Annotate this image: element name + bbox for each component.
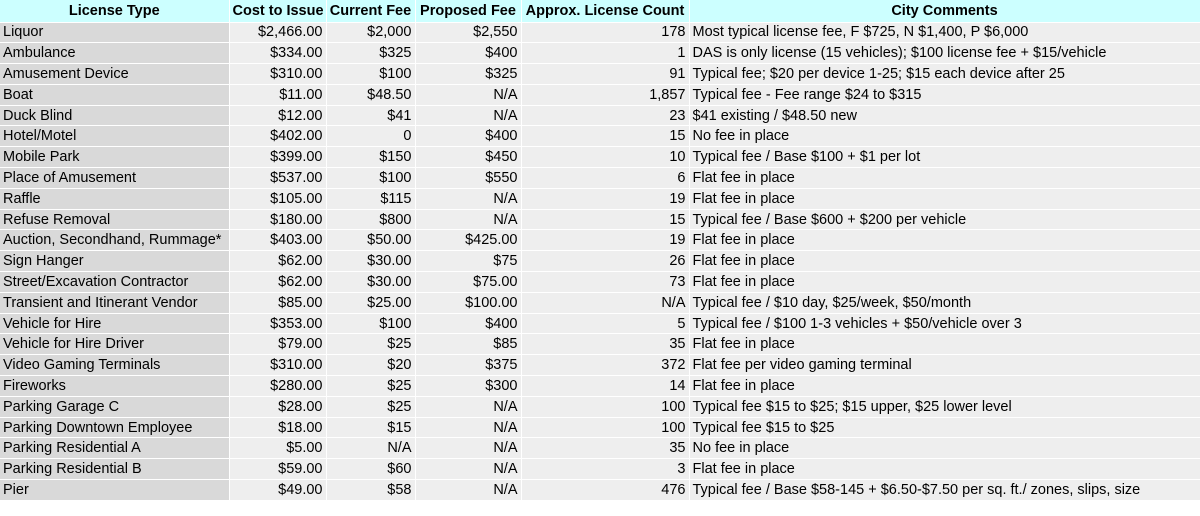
city-comments-cell: Flat fee in place <box>689 188 1200 209</box>
license-type-cell: Liquor <box>0 22 229 43</box>
current-fee-cell: $25.00 <box>326 292 415 313</box>
license-type-cell: Transient and Itinerant Vendor <box>0 292 229 313</box>
license-count-cell: N/A <box>521 292 689 313</box>
license-count-cell: 1 <box>521 43 689 64</box>
license-type-cell: Refuse Removal <box>0 209 229 230</box>
proposed-fee-cell: $400 <box>415 313 521 334</box>
cost-to-issue-cell: $334.00 <box>229 43 326 64</box>
current-fee-cell: $25 <box>326 396 415 417</box>
city-comments-cell: DAS is only license (15 vehicles); $100 license fee + $15/vehicle <box>689 43 1200 64</box>
current-fee-cell: $800 <box>326 209 415 230</box>
current-fee-cell: N/A <box>326 438 415 459</box>
table-body <box>0 22 1200 500</box>
cost-to-issue-cell: $2,466.00 <box>229 22 326 43</box>
table-row <box>0 396 1200 417</box>
proposed-fee-cell: $400 <box>415 43 521 64</box>
proposed-fee-cell: N/A <box>415 105 521 126</box>
cost-to-issue-cell: $402.00 <box>229 126 326 147</box>
proposed-fee-cell: N/A <box>415 84 521 105</box>
city-comments-cell: Typical fee / $10 day, $25/week, $50/month <box>689 292 1200 313</box>
cost-to-issue-cell: $85.00 <box>229 292 326 313</box>
cost-to-issue-cell: $105.00 <box>229 188 326 209</box>
table-row <box>0 334 1200 355</box>
table-row <box>0 188 1200 209</box>
table-row <box>0 313 1200 334</box>
table-row <box>0 292 1200 313</box>
license-count-cell: 3 <box>521 459 689 480</box>
table-row <box>0 43 1200 64</box>
license-count-cell: 15 <box>521 126 689 147</box>
cost-to-issue-cell: $5.00 <box>229 438 326 459</box>
license-type-cell: Pier <box>0 480 229 501</box>
table-row <box>0 480 1200 501</box>
current-fee-cell: $2,000 <box>326 22 415 43</box>
license-count-cell: 372 <box>521 355 689 376</box>
current-fee-cell: $100 <box>326 64 415 85</box>
current-fee-cell: 0 <box>326 126 415 147</box>
proposed-fee-cell: $375 <box>415 355 521 376</box>
proposed-fee-cell: $550 <box>415 168 521 189</box>
city-comments-cell: Flat fee in place <box>689 168 1200 189</box>
license-count-cell: 100 <box>521 417 689 438</box>
current-fee-cell: $30.00 <box>326 272 415 293</box>
license-count-cell: 19 <box>521 188 689 209</box>
license-count-cell: 6 <box>521 168 689 189</box>
header-proposed-fee: Proposed Fee <box>415 0 521 22</box>
city-comments-cell: No fee in place <box>689 126 1200 147</box>
proposed-fee-cell: N/A <box>415 438 521 459</box>
city-comments-cell: Most typical license fee, F $725, N $1,400, P $6,000 <box>689 22 1200 43</box>
cost-to-issue-cell: $403.00 <box>229 230 326 251</box>
proposed-fee-cell: $300 <box>415 376 521 397</box>
current-fee-cell: $50.00 <box>326 230 415 251</box>
proposed-fee-cell: $85 <box>415 334 521 355</box>
table-row <box>0 355 1200 376</box>
cost-to-issue-cell: $399.00 <box>229 147 326 168</box>
current-fee-cell: $100 <box>326 313 415 334</box>
proposed-fee-cell: $325 <box>415 64 521 85</box>
current-fee-cell: $25 <box>326 334 415 355</box>
cost-to-issue-cell: $49.00 <box>229 480 326 501</box>
license-type-cell: Boat <box>0 84 229 105</box>
current-fee-cell: $20 <box>326 355 415 376</box>
table-row <box>0 272 1200 293</box>
proposed-fee-cell: $2,550 <box>415 22 521 43</box>
license-type-cell: Parking Downtown Employee <box>0 417 229 438</box>
header-license-count: Approx. License Count <box>521 0 689 22</box>
proposed-fee-cell: N/A <box>415 188 521 209</box>
current-fee-cell: $150 <box>326 147 415 168</box>
table-row <box>0 168 1200 189</box>
current-fee-cell: $100 <box>326 168 415 189</box>
license-count-cell: 15 <box>521 209 689 230</box>
proposed-fee-cell: $425.00 <box>415 230 521 251</box>
license-count-cell: 35 <box>521 438 689 459</box>
cost-to-issue-cell: $59.00 <box>229 459 326 480</box>
header-license-type: License Type <box>0 0 229 22</box>
proposed-fee-cell: $100.00 <box>415 292 521 313</box>
city-comments-cell: Flat fee in place <box>689 230 1200 251</box>
city-comments-cell: Flat fee in place <box>689 334 1200 355</box>
city-comments-cell: $41 existing / $48.50 new <box>689 105 1200 126</box>
proposed-fee-cell: $75.00 <box>415 272 521 293</box>
license-type-cell: Parking Garage C <box>0 396 229 417</box>
city-comments-cell: Typical fee / Base $600 + $200 per vehicle <box>689 209 1200 230</box>
city-comments-cell: Flat fee per video gaming terminal <box>689 355 1200 376</box>
proposed-fee-cell: N/A <box>415 459 521 480</box>
table-row <box>0 209 1200 230</box>
cost-to-issue-cell: $11.00 <box>229 84 326 105</box>
table-row <box>0 459 1200 480</box>
table-row <box>0 251 1200 272</box>
current-fee-cell: $115 <box>326 188 415 209</box>
current-fee-cell: $15 <box>326 417 415 438</box>
license-type-cell: Raffle <box>0 188 229 209</box>
license-count-cell: 23 <box>521 105 689 126</box>
license-count-cell: 1,857 <box>521 84 689 105</box>
cost-to-issue-cell: $280.00 <box>229 376 326 397</box>
table-row <box>0 105 1200 126</box>
license-count-cell: 14 <box>521 376 689 397</box>
license-count-cell: 100 <box>521 396 689 417</box>
table-row <box>0 64 1200 85</box>
city-comments-cell: Flat fee in place <box>689 376 1200 397</box>
cost-to-issue-cell: $537.00 <box>229 168 326 189</box>
city-comments-cell: Typical fee - Fee range $24 to $315 <box>689 84 1200 105</box>
header-cost-to-issue: Cost to Issue <box>229 0 326 22</box>
city-comments-cell: Typical fee / Base $100 + $1 per lot <box>689 147 1200 168</box>
license-type-cell: Parking Residential A <box>0 438 229 459</box>
license-count-cell: 19 <box>521 230 689 251</box>
license-count-cell: 5 <box>521 313 689 334</box>
table-row <box>0 22 1200 43</box>
proposed-fee-cell: N/A <box>415 396 521 417</box>
license-type-cell: Place of Amusement <box>0 168 229 189</box>
table-row <box>0 126 1200 147</box>
license-count-cell: 73 <box>521 272 689 293</box>
city-comments-cell: Typical fee / $100 1-3 vehicles + $50/vehicle over 3 <box>689 313 1200 334</box>
cost-to-issue-cell: $62.00 <box>229 272 326 293</box>
license-count-cell: 10 <box>521 147 689 168</box>
license-type-cell: Street/Excavation Contractor <box>0 272 229 293</box>
city-comments-cell: Typical fee; $20 per device 1-25; $15 each device after 25 <box>689 64 1200 85</box>
proposed-fee-cell: N/A <box>415 417 521 438</box>
license-type-cell: Vehicle for Hire <box>0 313 229 334</box>
city-comments-cell: Flat fee in place <box>689 459 1200 480</box>
license-type-cell: Vehicle for Hire Driver <box>0 334 229 355</box>
current-fee-cell: $41 <box>326 105 415 126</box>
license-type-cell: Amusement Device <box>0 64 229 85</box>
license-type-cell: Sign Hanger <box>0 251 229 272</box>
current-fee-cell: $48.50 <box>326 84 415 105</box>
header-row <box>0 0 1200 22</box>
proposed-fee-cell: N/A <box>415 480 521 501</box>
table-row <box>0 147 1200 168</box>
city-comments-cell: Typical fee $15 to $25 <box>689 417 1200 438</box>
current-fee-cell: $325 <box>326 43 415 64</box>
cost-to-issue-cell: $180.00 <box>229 209 326 230</box>
city-comments-cell: Typical fee / Base $58-145 + $6.50-$7.50 per sq. ft./ zones, slips, size <box>689 480 1200 501</box>
header-current-fee: Current Fee <box>326 0 415 22</box>
table-row <box>0 438 1200 459</box>
cost-to-issue-cell: $310.00 <box>229 64 326 85</box>
proposed-fee-cell: $450 <box>415 147 521 168</box>
cost-to-issue-cell: $12.00 <box>229 105 326 126</box>
license-type-cell: Duck Blind <box>0 105 229 126</box>
proposed-fee-cell: $400 <box>415 126 521 147</box>
license-count-cell: 35 <box>521 334 689 355</box>
proposed-fee-cell: $75 <box>415 251 521 272</box>
license-count-cell: 91 <box>521 64 689 85</box>
license-type-cell: Hotel/Motel <box>0 126 229 147</box>
city-comments-cell: Typical fee $15 to $25; $15 upper, $25 lower level <box>689 396 1200 417</box>
current-fee-cell: $30.00 <box>326 251 415 272</box>
license-type-cell: Auction, Secondhand, Rummage* <box>0 230 229 251</box>
city-comments-cell: No fee in place <box>689 438 1200 459</box>
proposed-fee-cell: N/A <box>415 209 521 230</box>
cost-to-issue-cell: $62.00 <box>229 251 326 272</box>
current-fee-cell: $60 <box>326 459 415 480</box>
license-type-cell: Video Gaming Terminals <box>0 355 229 376</box>
license-type-cell: Parking Residential B <box>0 459 229 480</box>
cost-to-issue-cell: $310.00 <box>229 355 326 376</box>
license-type-cell: Mobile Park <box>0 147 229 168</box>
current-fee-cell: $25 <box>326 376 415 397</box>
current-fee-cell: $58 <box>326 480 415 501</box>
license-type-cell: Fireworks <box>0 376 229 397</box>
license-count-cell: 178 <box>521 22 689 43</box>
license-type-cell: Ambulance <box>0 43 229 64</box>
license-count-cell: 26 <box>521 251 689 272</box>
cost-to-issue-cell: $28.00 <box>229 396 326 417</box>
license-count-cell: 476 <box>521 480 689 501</box>
cost-to-issue-cell: $18.00 <box>229 417 326 438</box>
cost-to-issue-cell: $79.00 <box>229 334 326 355</box>
table-row <box>0 376 1200 397</box>
table-row <box>0 84 1200 105</box>
city-comments-cell: Flat fee in place <box>689 272 1200 293</box>
header-city-comments: City Comments <box>689 0 1200 22</box>
table-row <box>0 417 1200 438</box>
city-comments-cell: Flat fee in place <box>689 251 1200 272</box>
cost-to-issue-cell: $353.00 <box>229 313 326 334</box>
table-row <box>0 230 1200 251</box>
